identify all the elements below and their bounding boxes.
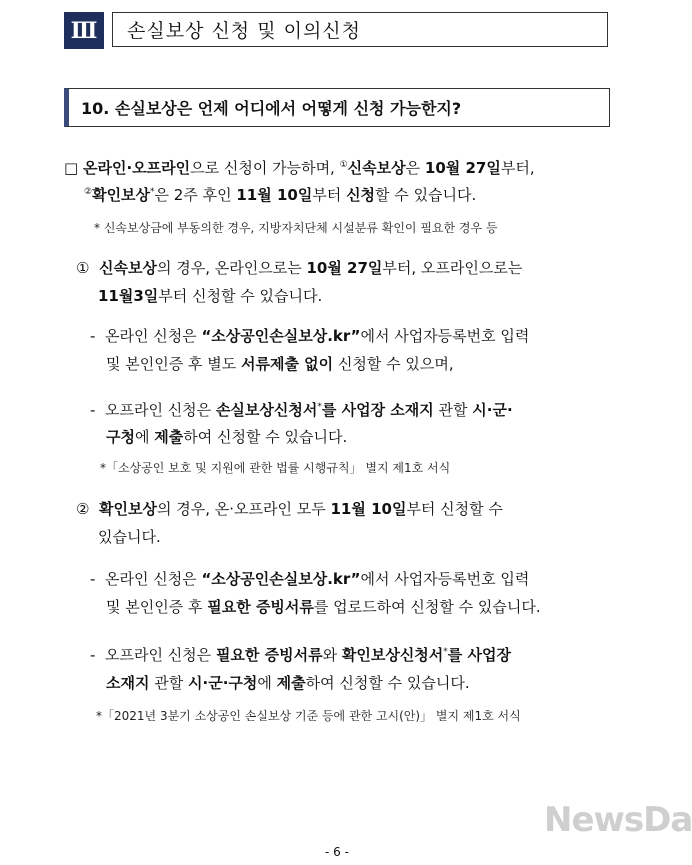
s2-dash-1-line-2: 및 본인인증 후 필요한 증빙서류를 업로드하여 신청할 수 있습니다. (106, 598, 541, 616)
s2-footnote: *「2021년 3분기 소상공인 손실보상 기준 등에 관한 고시(안)」 별지 제1호 서식 (96, 709, 521, 723)
s2-dash-2-line-1: - 오프라인 신청은 필요한 증빙서류와 확인보상신청서*를 사업장 (90, 646, 511, 664)
s1-dash-1-line-2: 및 본인인증 후 별도 서류제출 없이 신청할 수 있으며, (106, 355, 454, 373)
intro-line-2: ②확인보상*은 2주 후인 11월 10일부터 신청할 수 있습니다. (84, 186, 477, 204)
section-title: 손실보상 신청 및 이의신청 (112, 12, 608, 47)
s1-footnote: *「소상공인 보호 및 지원에 관한 법률 시행규칙」 별지 제1호 서식 (100, 461, 451, 475)
s2-dash-2-line-2: 소재지 관할 시·군·구청에 제출하여 신청할 수 있습니다. (106, 674, 470, 692)
dash-bullet: - (90, 327, 96, 345)
s1-dash-2-line-1: - 오프라인 신청은 손실보상신청서*를 사업장 소재지 관할 시·군· (90, 401, 513, 419)
s2-number: ② (76, 500, 90, 518)
section-number-badge: Ⅲ (64, 12, 104, 49)
s2-line-1: ② 확인보상의 경우, 온·오프라인 모두 11월 10일부터 신청할 수 (76, 500, 503, 518)
question-title: 10. 손실보상은 언제 어디에서 어떻게 신청 가능한지? (64, 88, 610, 127)
square-bullet: □ (64, 159, 79, 177)
s2-dash-1-line-1: - 온라인 신청은 “소상공인손실보상.kr”에서 사업자등록번호 입력 (90, 570, 530, 588)
page-number: - 6 - (325, 845, 349, 859)
intro-footnote: * 신속보상금에 부동의한 경우, 지방자치단체 시설분류 확인이 필요한 경우 등 (94, 221, 498, 235)
s1-dash-1-line-1: - 온라인 신청은 “소상공인손실보상.kr”에서 사업자등록번호 입력 (90, 327, 530, 345)
dash-bullet: - (90, 646, 96, 664)
intro-line-1: □ 온라인·오프라인으로 신청이 가능하며, ①신속보상은 10월 27일부터, (64, 159, 535, 177)
s2-line-2: 있습니다. (98, 528, 161, 546)
s1-dash-2-line-2: 구청에 제출하여 신청할 수 있습니다. (106, 428, 348, 446)
s1-line-1: ① 신속보상의 경우, 온라인으로는 10월 27일부터, 오프라인으로는 (76, 259, 523, 277)
watermark-logo: NewsDa (544, 800, 692, 840)
section-header (64, 12, 610, 49)
dash-bullet: - (90, 570, 96, 588)
s1-number: ① (76, 259, 90, 277)
dash-bullet: - (90, 401, 96, 419)
s1-line-2: 11월3일부터 신청할 수 있습니다. (98, 287, 323, 305)
